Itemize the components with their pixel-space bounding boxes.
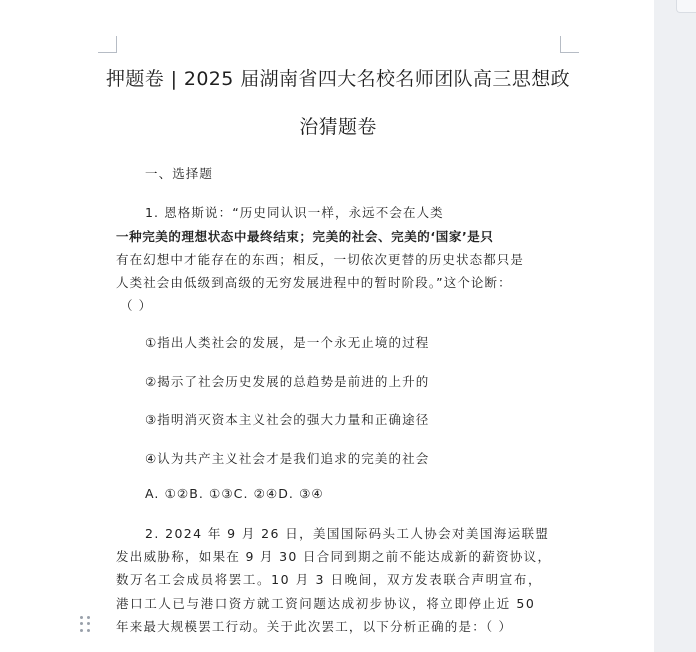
question1-line3: 有在幻想中才能存在的东西；相反，一切依次更替的历史状态都只是 [116, 252, 525, 267]
question2-line3: 数万名工会成员将罢工。10 月 3 日晚间，双方发表联合声明宣布， [116, 572, 543, 587]
question1-line2: 一种完美的理想状态中最终结束；完美的社会、完美的‘国家’是只 [116, 229, 494, 244]
document-title-line1: 押题卷 | 2025 届湖南省四大名校名师团队高三思想政 [105, 68, 571, 90]
crop-mark-top-right [560, 36, 579, 53]
question1-option-1: ①指出人类社会的发展，是一个永无止境的过程 [145, 335, 430, 350]
section-heading: 一、选择题 [145, 166, 214, 181]
question2-line2: 发出威胁称，如果在 9 月 30 日合同到期之前不能达成新的薪资协议， [116, 549, 552, 564]
question1-answer-choices: A. ①②B. ①③C. ②④D. ③④ [145, 486, 324, 501]
question1-option-2: ②揭示了社会历史发展的总趋势是前进的上升的 [145, 374, 430, 389]
drag-handle-icon[interactable] [80, 616, 92, 632]
question1-line4: 人类社会由低级到高级的无穷发展进程中的暂时阶段。”这个论断： [116, 275, 512, 290]
question1-line5: （ ） [120, 298, 153, 313]
right-gutter [654, 0, 696, 652]
question2-line4: 港口工人已与港口资方就工资问题达成初步协议，将立即停止近 50 [116, 596, 536, 611]
question2-line1: 2. 2024 年 9 月 26 日，美国国际码头工人协会对美国海运联盟 [145, 526, 550, 541]
side-panel-tab[interactable] [676, 0, 696, 13]
question1-line1: 1. 恩格斯说：“历史同认识一样，永远不会在人类 [145, 205, 444, 220]
question1-option-3: ③指明消灭资本主义社会的强大力量和正确途径 [145, 412, 430, 427]
document-title-line2: 治猜题卷 [299, 116, 377, 138]
question2-line5: 年来最大规模罢工行动。关于此次罢工，以下分析正确的是：（ ） [116, 619, 513, 634]
crop-mark-top-left [98, 36, 117, 53]
question1-option-4: ④认为共产主义社会才是我们追求的完美的社会 [145, 451, 430, 466]
